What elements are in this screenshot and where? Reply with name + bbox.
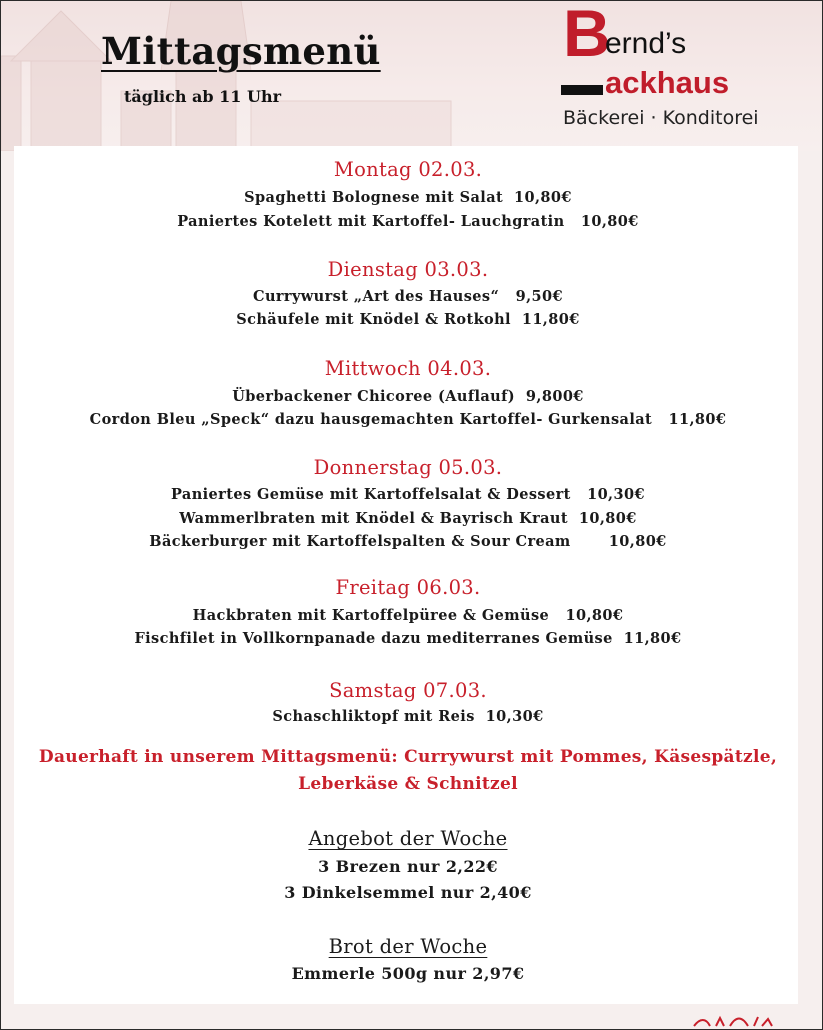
logo-wordmark [561,1,791,101]
menu-item: Paniertes Kotelett mit Kartoffel- Lauchgratin 10,80€ [177,213,639,230]
day-heading: Dienstag 03.03. [327,258,489,281]
page-subtitle: täglich ab 11 Uhr [124,87,282,106]
bakery-logo [561,1,791,141]
day-heading: Donnerstag 05.03. [313,456,503,479]
logo-initial-top: B [563,1,611,70]
offer-item: 3 Dinkelsemmel nur 2,40€ [284,883,532,902]
permanent-menu-notice: Dauerhaft in unserem Mittagsmenü: Currywurst mit Pommes, Käsespätzle, [38,747,778,767]
day-heading: Mittwoch 04.03. [324,357,492,380]
header-background [1,1,822,151]
menu-item: Schaschliktopf mit Reis 10,30€ [272,708,544,725]
menu-item: Überbackener Chicoree (Auflauf) 9,800€ [232,388,584,405]
menu-item: Cordon Bleu „Speck“ dazu hausgemachten Kartoffel- Gurkensalat 11,80€ [89,411,727,428]
logo-name-line1: ernd’s [605,27,687,60]
menu-item: Schäufele mit Knödel & Rotkohl 11,80€ [236,311,580,328]
signature-mark [690,1014,790,1028]
day-heading: Montag 02.03. [333,158,483,181]
menu-item: Wammerlbraten mit Knödel & Bayrisch Kraut 10,80€ [179,510,637,527]
bread-item: Emmerle 500g nur 2,97€ [291,964,525,983]
menu-item: Hackbraten mit Kartoffelpüree & Gemüse 10,80€ [192,607,624,624]
page-title: Mittagsmenü [101,29,381,73]
day-heading: Samstag 07.03. [329,679,487,702]
logo-name-line2: ackhaus [605,65,730,100]
bread-title: Brot der Woche [328,935,488,958]
logo-tagline: Bäckerei · Konditorei [563,107,759,129]
menu-item: Paniertes Gemüse mit Kartoffelsalat & Dessert 10,30€ [171,486,645,503]
menu-item: Spaghetti Bolognese mit Salat 10,80€ [244,189,572,206]
offer-item: 3 Brezen nur 2,22€ [318,857,498,876]
permanent-menu-notice-2: Leberkäse & Schnitzel [298,774,518,794]
logo-bar [561,85,603,95]
menu-item: Fischfilet in Vollkornpanade dazu mediterranes Gemüse 11,80€ [134,630,682,647]
offer-title: Angebot der Woche [308,827,508,850]
day-heading: Freitag 06.03. [335,576,481,599]
menu-item: Bäckerburger mit Kartoffelspalten & Sour Cream 10,80€ [149,533,667,550]
menu-item: Currywurst „Art des Hauses“ 9,50€ [253,288,563,305]
